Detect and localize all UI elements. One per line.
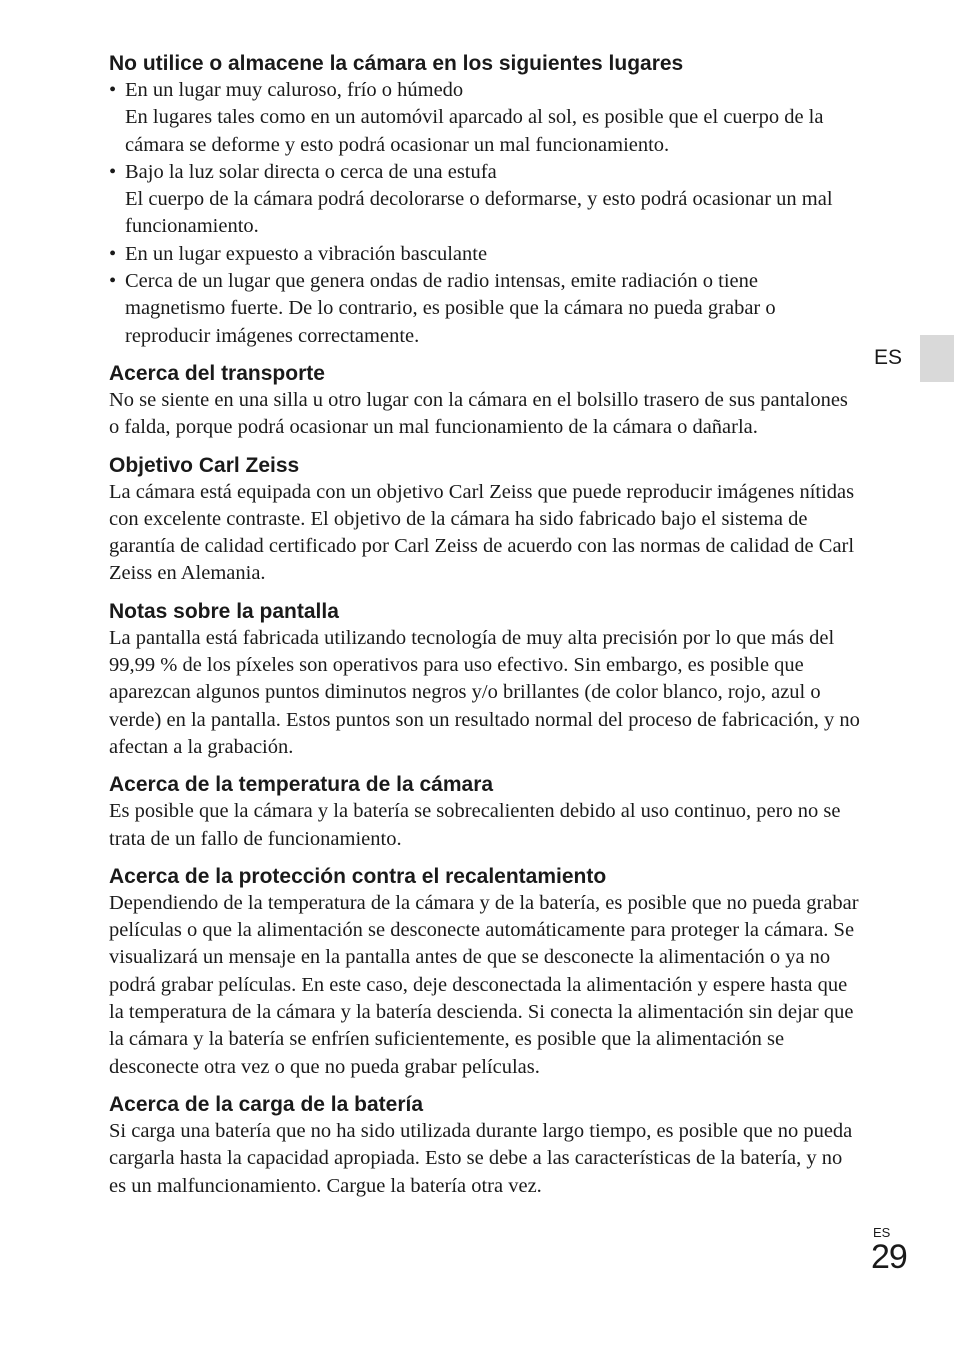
section-text: No se siente en una silla u otro lugar con la cámara en el bolsillo trasero de sus pantalones o falda, porque podrá ocasionar un mal funcionamiento de la cámara o dañarla. bbox=[109, 388, 848, 439]
language-side-label: ES bbox=[874, 346, 903, 369]
section-text: Si carga una batería que no ha sido utilizada durante largo tiempo, es posible que no pueda cargarla hasta la capacidad apropiada. Esto se debe a las características de la batería, y no es un malfuncionamiento. Cargue la batería otra vez. bbox=[109, 1119, 853, 1197]
section-title: Acerca de la carga de la batería bbox=[109, 1092, 424, 1116]
section-title: Objetivo Carl Zeiss bbox=[109, 453, 300, 477]
section-text: La cámara está equipada con un objetivo Carl Zeiss que puede reproducir imágenes nítidas con excelente contraste. El objetivo de la cámara ha sido fabricado bajo el sistema de garantía de calidad certificado por Carl Zeiss de acuerdo con las normas de calidad de Carl Zeiss en Alemania. bbox=[109, 480, 855, 585]
list-item bbox=[109, 77, 861, 159]
bullet-list bbox=[109, 77, 861, 350]
section-carl-zeiss-lens bbox=[109, 452, 861, 588]
section-battery-charging bbox=[109, 1091, 861, 1200]
bullet-head: Cerca de un lugar que genera ondas de radio intensas, emite radiación o tiene magnetismo fuerte. De lo contrario, es posible que la cámara no pueda grabar o reproducir imágenes correctamente. bbox=[125, 270, 776, 347]
section-title: No utilice o almacene la cámara en los siguientes lugares bbox=[109, 52, 684, 75]
section-title: Acerca de la protección contra el recalentamiento bbox=[109, 864, 607, 888]
section-screen-notes bbox=[109, 598, 861, 761]
bullet-detail: En lugares tales como en un automóvil aparcado al sol, es posible que el cuerpo de la cámara se deforme y esto podrá ocasionar un mal funcionamiento. bbox=[125, 106, 824, 156]
section-title: Notas sobre la pantalla bbox=[109, 599, 339, 623]
section-transport bbox=[109, 360, 861, 442]
section-storage-locations bbox=[109, 50, 861, 350]
list-item bbox=[109, 241, 861, 268]
language-side-tab bbox=[920, 335, 954, 382]
bullet-head: En un lugar expuesto a vibración basculante bbox=[125, 242, 488, 265]
bullet-icon: • bbox=[109, 160, 117, 183]
bullet-head: En un lugar muy caluroso, frío o húmedo bbox=[125, 79, 464, 101]
section-overheat-protection bbox=[109, 863, 861, 1081]
page-number: 29 bbox=[871, 1238, 907, 1276]
list-item bbox=[109, 268, 861, 350]
section-text: Es posible que la cámara y la batería se sobrecalienten debido al uso continuo, pero no se trata de un fallo de funcionamiento. bbox=[109, 800, 841, 850]
section-camera-temperature bbox=[109, 771, 861, 853]
section-text: La pantalla está fabricada utilizando tecnología de muy alta precisión por lo que más del 99,99 % de los píxeles son operativos para uso efectivo. Sin embargo, es posible que aparezcan algunos puntos diminutos negros y/o brillantes (de color blanco, rojo, azul o verde) en la pantalla. Estos puntos son un resultado normal del proceso de fabricación, y no afectan a la grabación. bbox=[109, 626, 860, 758]
list-item bbox=[109, 159, 861, 241]
bullet-head: Bajo la luz solar directa o cerca de una estufa bbox=[125, 160, 497, 183]
page-language-code: ES bbox=[873, 1225, 891, 1240]
bullet-icon: • bbox=[109, 79, 117, 101]
bullet-detail: El cuerpo de la cámara podrá decolorarse o deformarse, y esto podrá ocasionar un mal funcionamiento. bbox=[125, 188, 833, 238]
section-title: Acerca de la temperatura de la cámara bbox=[109, 773, 494, 797]
bullet-icon: • bbox=[109, 242, 117, 265]
bullet-icon: • bbox=[109, 270, 117, 293]
section-title: Acerca del transporte bbox=[109, 361, 325, 385]
section-text: Dependiendo de la temperatura de la cámara y de la batería, es posible que no pueda grabar películas o que la alimentación se desconecte automáticamente para proteger la cámara. Se visualizará un mensaje en la pantalla antes de que se desconecte la alimentación o ya no podrá grabar películas. En este caso, deje desconectada la alimentación y espere hasta que la temperatura de la cámara y la batería descienda. Si conecta la alimentación sin dejar que la cámara y la batería se enfríen suficientemente, es posible que la alimentación se desconecte otra vez o que no pueda grabar películas. bbox=[109, 891, 859, 1078]
page-content bbox=[109, 50, 861, 1210]
